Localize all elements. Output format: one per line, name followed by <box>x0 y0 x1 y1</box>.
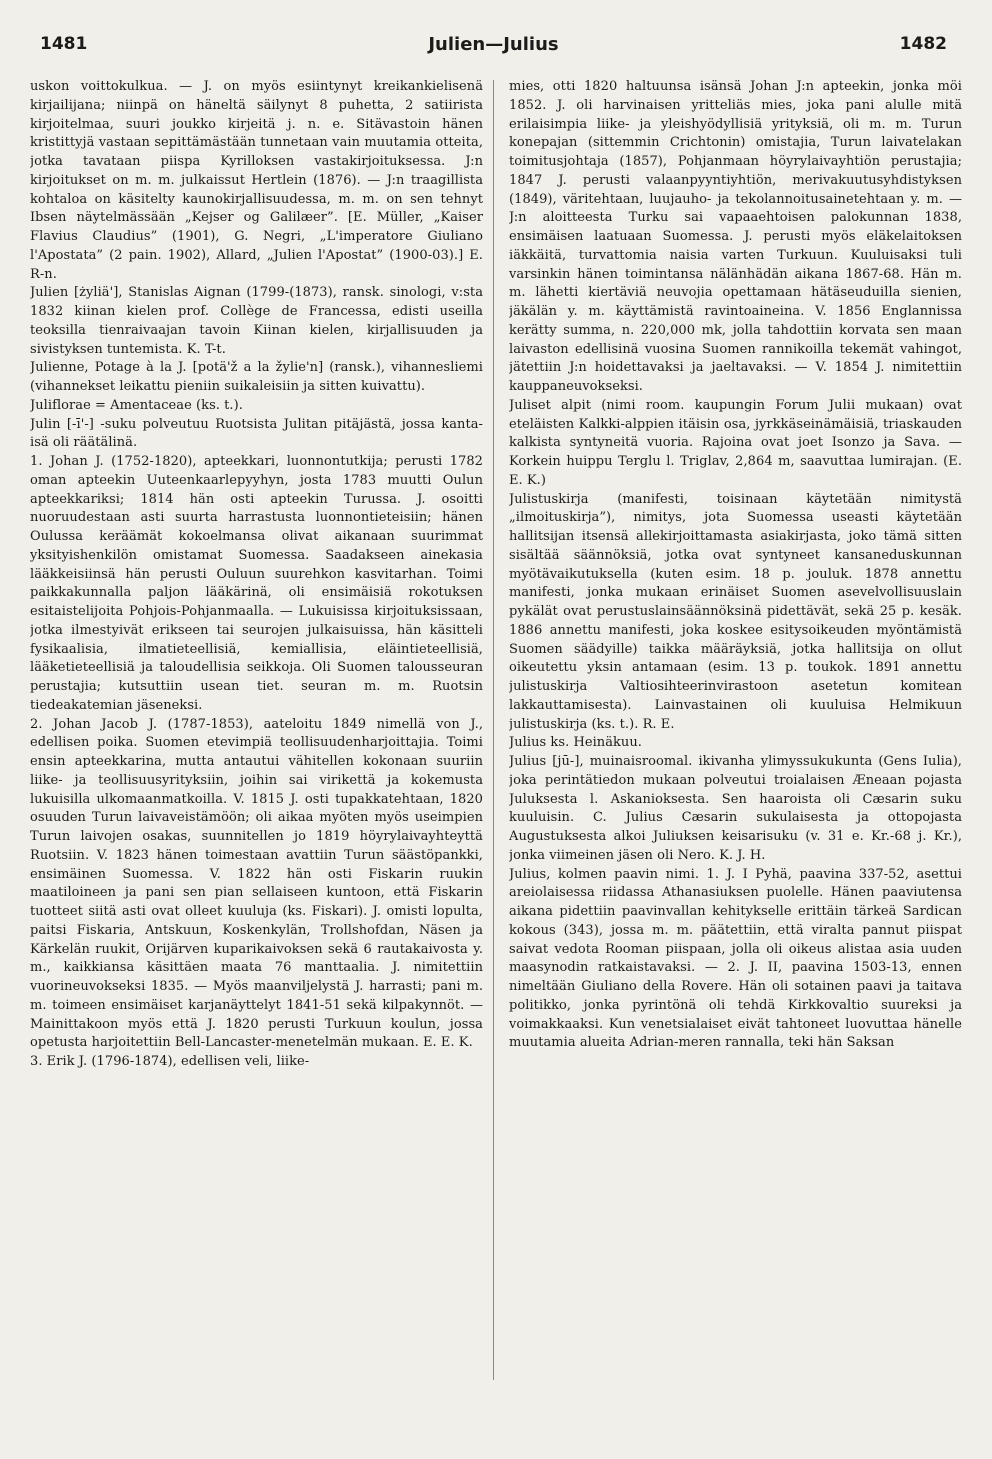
entry-juliflorae: Juliflorae = Amentaceae (ks. t.). <box>30 397 243 413</box>
page-header <box>40 34 947 60</box>
page-number-right: 1482 <box>899 34 947 54</box>
entry-julin-johan: 1. Johan J. (1752-1820), apteekkari, luonnontutkija; perusti 1782 oman apteekin Uuteenkaarlepyyhyn, josta 1783 muutti Oulun apteekkariksi; 1814 hän osti apteekin Turussa. J. osoitti nuoruudestaan asti suurta harrastusta luonnontieteisiin; hänen Oulussa keräämät kokoelmansa olivat aikanaan suurimmat yksityishenkilön omistamat Suomessa. Saadakseen ainekasia lääkkeisiinsä hän perusti Ouluun suurehkon kasvitarhan. Toimi paikkakunnalla paljon lääkärinä, oli ensimäisiä rokotuksen esitaistelijoita Pohjois-Pohjanmaalla. — Lukuisissa kirjoituksissaan, jotka ilmestyivät erikseen tai seurojen julkaisuissa, hän käsitteli fysikaalisia, ilmatieteellisiä, kemiallisia, eläintieteellisiä, lääketieteellisiä ja taloudellisia seikkoja. Oli Suomen talousseuran perustajia; kutsuttiin usean tiet. seuran m. m. Ruotsin tiedeakatemian jäseneksi. <box>30 454 483 713</box>
entry-juliset-alpit: Juliset alpit (nimi room. kaupungin Forum Julii mukaan) ovat eteläisten Kalkki-alppien itäisin osa, jyrkkäseinämäisiä, triaskauden kalkista syntyneitä vuoria. Rajoina ovat joet Isonzo ja Sava. — Korkein huippu Terglu l. Triglav, 2,864 m, saavuttaa lumirajan. (E. E. K.) <box>509 397 962 488</box>
entry-julistuskirja: Julistuskirja (manifesti, toisinaan käytetään nimitystä „ilmoituskirja”), nimitys, jota Suomessa useasti käytetään hallitsijan itsensä allekirjoittamasta asiakirjasta, joko tämä sitten sisältää säännöksiä, jotka ovat syntyneet kansaneduskunnan myötävaikutuksella (kuten esim. 18 p. jouluk. 1878 annettu manifesti, jonka mukaan erinäiset Suomen asevelvollisuuslain pykälät ovat perustuslainsäännöksinä pidettävät, sekä 25 p. kesäk. 1886 annettu manifesti, joka koskee esitysoikeuden myöntämistä Suomen säädyille) taikka määräyksiä, jotka hallitsija on ollut oikeutettu yksin antamaan (esim. 13 p. toukok. 1891 annettu julistuskirja Valtiosihteerinvirastoon asetetun komitean lakkauttamisesta). Lainvastainen oli kuuluisa Helmikuun julistuskirja (ks. t.). R. E. <box>509 491 962 732</box>
entry-julius-heinakuu: Julius ks. Heinäkuu. <box>509 735 642 751</box>
entry-julienne: Julienne, Potage à la J. [potä'ž a la žylie'n] (ransk.), vihannesliemi (vihannekset leikattu pieniin suikaleisiin ja sitten kuivattu). <box>30 360 483 394</box>
entry-julin: Julin [-ī'-] -suku polveutuu Ruotsista Julitan pitäjästä, jossa kanta-isä oli räätälinä. <box>30 416 483 451</box>
right-column <box>509 78 962 1450</box>
entry-julin-johan-jacob: 2. Johan Jacob J. (1787-1853), aateloitu 1849 nimellä von J., edellisen poika. Suomen etevimpiä teollisuudenharjoittajia. Toimi ensin apteekkarina, mutta antautui vähitellen kokonaan suuriin liike- ja teollisuusyrityksiin, joihin sai virikettä ja kokemusta lukuisilla ulkomaanmatkoilla. V. 1815 J. osti tupakkatehtaan, 1820 osuuden Turun laivaveistämöön; oli aikaa myöten myös useimpien Turun laivojen osakas, suunnitellen jo 1819 höyrylaivayhteyttä Ruotsiin. V. 1823 hänen toimestaan avattiin Turun säästöpankki, ensimäinen Suomessa. V. 1822 hän osti Fiskarin ruukin maatiloineen ja pani sen pian sellaiseen kuntoon, että Fiskarin tuotteet siitä asti ovat olleet kuuluja (ks. Fiskari). J. omisti lopulta, paitsi Fiskaria, Antskuun, Koskenkylän, Trollshofdan, Näsen ja Kärkelän ruukit, Orijärven kuparikaivoksen sekä 6 rautakaivosta y. m., kaikkiansa käsittäen maata 76 manttaalia. J. nimitettiin vuorineuvokseksi 1835. — Myös maanviljelystä J. harrasti; pani m. m. toimeen ensimäiset karjanäyttelyt 1841-51 sekä kilpakynnöt. — Mainittakoon myös että J. 1820 perusti Turkuun koulun, jossa opetusta harjoitettiin Bell-Lancaster-menetelmän mukaan. E. E. K. <box>30 716 483 1051</box>
left-column <box>30 78 483 1450</box>
page-number-left: 1481 <box>40 34 88 54</box>
entry-julin-erik-continued: mies, otti 1820 haltuunsa isänsä Johan J:n apteekin, jonka möi 1852. J. oli harvinaisen yritteliäs mies, joka pani alulle mitä erilaisimpia liike- ja yleishyödyllisiä yrityksiä, oli m. m. Turun konepajan (sittemmin Crichtonin) omistajia, Turun laivatelakan toimitusjohtaja (1857), Pohjanmaan höyrylaivayhtiön perustajia; 1847 J. perusti valaanpyyntiyhtiön, merivakuutusyhdistyksen (1849), väritehtaan, luujauho- ja tekolannoitusainetehtaan y. m. — J:n aloitteesta Turku sai vapaaehtoisen palokunnan 1838, ensimäisen laatuaan Suomessa. J. perusti myös eläkelaitoksen iäkkäitä, turvattomia naisia varten Turkuun. Kuuluisaksi tuli varsinkin hänen toimintansa nälänhädän aikana 1867-68. Hän m. m. lähetti kiertäviä neuvojia opettamaan hätäseuduilla sienien, jäkälän y. m. käyttämistä ravintoaineina. V. 1856 Englannissa kerätty summa, n. 220,000 mk, jolla tahdottiin korvata sen maan laivaston edellisinä vuosina Suomen rannikoilla tekemät vahingot, jätettiin J:n hoidettavaksi ja jaeltavaksi. — V. 1854 J. nimitettiin kauppaneuvokseksi. <box>509 79 962 394</box>
column-divider <box>493 80 494 1380</box>
entry-julius-gens: Julius [jū-], muinaisroomal. ikivanha ylimyssukukunta (Gens Iulia), joka perintätiedon mukaan polveutui troialaisen Æneaan pojasta Juluksesta l. Askanioksesta. Sen haaroista oli Cæsarin suku kuuluisin. C. Julius Cæsarin sukulaisesta ja ottopojasta Augustuksesta alkoi Juliuksen keisarisuku (v. 31 e. Kr.-68 j. Kr.), jonka viimeinen jäsen oli Nero. K. J. H. <box>509 754 962 863</box>
page-title: Julien—Julius <box>428 34 559 55</box>
entry-julin-erik: 3. Erik J. (1796-1874), edellisen veli, liike- <box>30 1054 310 1069</box>
entry-julien: Julien [żyliä'], Stanislas Aignan (1799-(1873), ransk. sinologi, v:sta 1832 kiinan kielen prof. Collège de Francessa, edisti useilla teoksilla tienraivaajan tavoin Kiinan kielen, kirjallisuuden ja sivistyksen tuntemista. K. T-t. <box>30 285 483 357</box>
entry-julius-popes: Julius, kolmen paavin nimi. 1. J. I Pyhä, paavina 337-52, asettui areiolaisessa riidassa Athanasiuksen puolelle. Hänen paaviutensa aikana pidettiin paavinvallan kehitykselle erittäin tärkeä Sardican kokous (343), jossa m. m. päätettiin, että viralta pannut piispat saivat vedota Rooman piispaan, jolla oli oikeus alistaa asia uuden maasynodin ratkaistavaksi. — 2. J. II, paavina 1503-13, ennen nimeltään Giuliano della Rovere. Hän oli sotainen paavi ja taitava politikko, jonka pyrintönä oli tehdä Kirkkovaltio suureksi ja voimakkaaksi. Kun venetsialaiset eivät tahtoneet luovuttaa hänelle muutamia alueita Adrian-meren rannalla, teki hän Saksan <box>509 866 962 1051</box>
entry-julianus-continued: uskon voittokulkua. — J. on myös esiintynyt kreikankielisenä kirjailijana; niinpä on häneltä säilynyt 8 puhetta, 2 satiirista kirjoitelmaa, suuri joukko kirjeitä j. n. e. Sitävastoin hänen kristittyjä vastaan sepittämästään tunnetaan vain muutamia otteita, jotka tavataan piispa Kyrilloksen vastakirjoituksessa. J:n kirjoitukset on m. m. julkaissut Hertlein (1876). — J:n traagillista kohtaloa on käsitelty kaunokirjallisuudessa, m. m. on sen tehnyt Ibsen näytelmässään „Kejser og Galilæer”. [E. Müller, „Kaiser Flavius Claudius” (1901), G. Negri, „L'imperatore Giuliano l'Apostata” (2 pain. 1902), Allard, „Julien l'Apostat” (1900-03).] E. R-n. <box>30 79 483 282</box>
